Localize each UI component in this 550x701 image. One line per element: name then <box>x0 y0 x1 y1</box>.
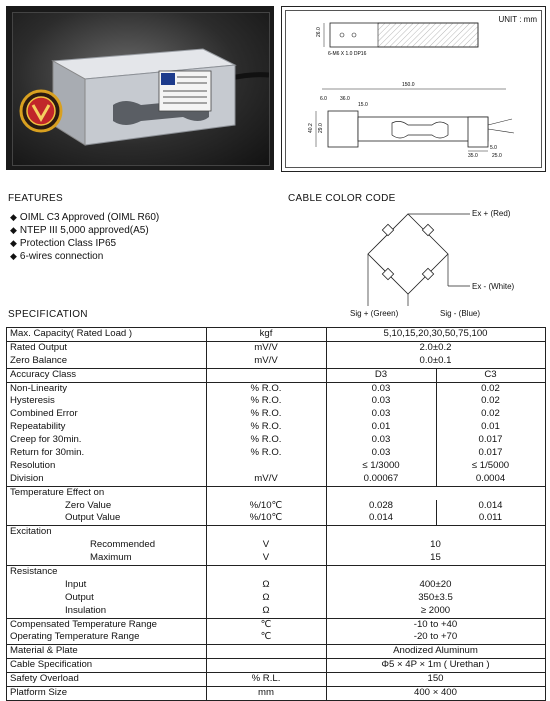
spec-value-c3: 0.017 <box>478 447 503 459</box>
table-row <box>7 328 545 341</box>
spec-value-c3: ≤ 1/5000 <box>471 459 510 471</box>
spec-label: Return for 30min. <box>10 447 85 459</box>
cable-ex-minus-label: Ex - (White) <box>472 282 515 291</box>
spec-label: Resolution <box>10 459 56 471</box>
spec-unit: % R.O. <box>250 421 282 433</box>
spec-unit: % R.O. <box>250 434 282 446</box>
table-row <box>7 552 545 565</box>
dim-text: 36.0 <box>340 96 350 102</box>
table-row <box>7 631 545 644</box>
table-row <box>7 421 545 434</box>
spec-unit: Ω <box>262 591 270 603</box>
spec-unit: mV/V <box>254 472 278 484</box>
spec-label: Input <box>65 578 87 590</box>
spec-value: 400±20 <box>419 578 452 590</box>
table-row <box>7 605 545 618</box>
spec-unit: V <box>262 539 270 551</box>
spec-label: Resistance <box>10 566 58 578</box>
spec-value-d3: 0.01 <box>371 421 391 433</box>
spec-label: Output <box>65 591 94 603</box>
dim-text: 5.0 <box>490 145 497 151</box>
spec-value-d3: 0.03 <box>371 447 391 459</box>
spec-label: Output Value <box>65 512 121 524</box>
dim-text: 15.0 <box>358 102 368 108</box>
table-row <box>7 382 545 396</box>
spec-value-d3: 0.00067 <box>363 472 399 484</box>
table-row <box>7 592 545 605</box>
diamond-bullet-icon: ◆ <box>10 212 17 222</box>
spec-value-d3: 0.03 <box>371 434 391 446</box>
spec-label: Cable Specification <box>10 659 93 671</box>
feature-item: ◆ NTEP III 5,000 approved(A5) <box>10 225 149 236</box>
spec-value-d3: ≤ 1/3000 <box>362 459 400 471</box>
table-row <box>7 525 545 539</box>
load-cell-illustration <box>13 13 269 165</box>
table-row <box>7 618 545 632</box>
spec-value: 10 <box>430 539 441 551</box>
spec-value: 150 <box>427 673 444 685</box>
spec-value: 2.0±0.2 <box>419 341 452 353</box>
spec-unit: mV/V <box>254 354 278 366</box>
spec-value-d3: D3 <box>374 368 388 380</box>
dim-text: 150.0 <box>402 82 415 88</box>
diamond-bullet-icon: ◆ <box>10 225 17 235</box>
spec-unit: Ω <box>262 578 270 590</box>
feature-item: ◆ Protection Class IP65 <box>10 238 117 249</box>
table-row <box>7 686 545 700</box>
cable-sig-minus-label: Sig - (Blue) <box>440 309 481 318</box>
dim-text: 29.0 <box>318 123 324 133</box>
table-row <box>7 565 545 579</box>
product-photo-panel <box>6 6 274 170</box>
features-list <box>10 211 159 263</box>
dimension-drawing <box>282 7 545 171</box>
diamond-bullet-icon: ◆ <box>10 251 17 261</box>
spec-unit: %/10℃ <box>249 499 283 511</box>
cable-sig-plus-label: Sig + (Green) <box>350 309 399 318</box>
spec-label: Hysteresis <box>10 395 55 407</box>
spec-label: Recommended <box>90 539 156 551</box>
spec-value: Φ5 × 4P × 1m ( Urethan ) <box>381 659 490 671</box>
spec-label: Material & Plate <box>10 645 78 657</box>
spec-unit: mV/V <box>254 341 278 353</box>
spec-value: ≥ 2000 <box>420 604 451 616</box>
spec-value-c3: 0.02 <box>481 395 500 407</box>
spec-value-c3: 0.02 <box>481 382 500 394</box>
unit-label: UNIT : mm <box>498 15 537 24</box>
table-row <box>7 408 545 421</box>
features-title: FEATURES <box>8 193 63 204</box>
specification-title: SPECIFICATION <box>8 309 88 320</box>
table-row <box>7 486 545 500</box>
spec-unit: ℃ <box>260 631 272 643</box>
spec-label: Combined Error <box>10 408 78 420</box>
spec-unit: % R.O. <box>250 447 282 459</box>
spec-label: Safety Overload <box>10 673 79 685</box>
table-row <box>7 473 545 486</box>
table-row <box>7 672 545 686</box>
spec-label: Compensated Temperature Range <box>10 618 158 630</box>
spec-value: -10 to +40 <box>413 618 458 630</box>
spec-unit: ℃ <box>260 618 272 630</box>
spec-label: Repeatability <box>10 421 66 433</box>
feature-item: ◆ OIML C3 Approved (OIML R60) <box>10 212 160 223</box>
table-row <box>7 395 545 408</box>
spec-unit: Ω <box>262 604 270 616</box>
spec-label: Rated Output <box>10 341 68 353</box>
spec-label: Creep for 30min. <box>10 434 82 446</box>
spec-value-d3: 0.03 <box>371 395 391 407</box>
table-row <box>7 368 545 382</box>
table-row <box>7 434 545 447</box>
table-row <box>7 460 545 473</box>
table-row <box>7 644 545 658</box>
spec-label: Platform Size <box>10 687 68 699</box>
spec-unit: % R.O. <box>250 382 282 394</box>
specification-rows <box>7 328 545 700</box>
dim-text: 25.0 <box>492 153 502 159</box>
spec-value-d3: 0.014 <box>368 512 393 524</box>
spec-value-d3: 0.03 <box>371 408 391 420</box>
table-row <box>7 341 545 355</box>
spec-value-d3: 0.03 <box>371 382 391 394</box>
spec-value: 350±3.5 <box>418 591 453 603</box>
dim-text: 35.0 <box>468 153 478 159</box>
spec-unit: mm <box>258 687 274 699</box>
cable-color-code-title: CABLE COLOR CODE <box>288 193 396 204</box>
technical-drawing-panel <box>281 6 546 172</box>
spec-value-d3: 0.028 <box>368 499 393 511</box>
spec-label: Zero Balance <box>10 354 68 366</box>
spec-label: Non-Linearity <box>10 382 68 394</box>
table-row <box>7 579 545 592</box>
spec-value-c3: 0.02 <box>481 408 500 420</box>
dim-text: 26.0 <box>316 27 322 37</box>
spec-value: -20 to +70 <box>413 631 458 643</box>
spec-label: Excitation <box>10 526 52 538</box>
spec-value: 400 × 400 <box>414 687 457 699</box>
table-row <box>7 658 545 672</box>
diamond-bullet-icon: ◆ <box>10 238 17 248</box>
feature-item: ◆ 6-wires connection <box>10 251 104 262</box>
spec-label: Maximum <box>90 552 132 564</box>
spec-label: Insulation <box>65 604 107 616</box>
spec-value: 5,10,15,20,30,50,75,100 <box>383 328 488 339</box>
spec-value-c3: C3 <box>484 368 497 380</box>
spec-value: Anodized Aluminum <box>393 645 478 657</box>
spec-label: Operating Temperature Range <box>10 631 140 643</box>
table-row <box>7 512 545 525</box>
spec-unit: V <box>262 552 270 564</box>
spec-unit: % R.O. <box>250 395 282 407</box>
spec-unit: kgf <box>259 328 273 339</box>
wheatstone-bridge-diagram <box>360 204 480 312</box>
dim-text: 6.0 <box>320 96 327 102</box>
spec-label: Division <box>10 472 44 484</box>
spec-label: Zero Value <box>65 499 112 511</box>
table-row <box>7 500 545 513</box>
dim-text: 6-M6 X 1.0 DP16 <box>328 51 367 57</box>
cable-ex-plus-label: Ex + (Red) <box>472 209 511 218</box>
spec-value-c3: 0.0004 <box>475 472 506 484</box>
table-row <box>7 355 545 368</box>
spec-unit: % R.O. <box>250 408 282 420</box>
product-photo <box>12 12 270 166</box>
spec-value-c3: 0.014 <box>478 499 503 511</box>
spec-value: 15 <box>430 552 441 564</box>
spec-value-c3: 0.01 <box>481 421 500 433</box>
spec-unit: %/10℃ <box>249 512 283 524</box>
spec-unit: % R.L. <box>251 673 281 685</box>
spec-label: Max. Capacity( Rated Load ) <box>10 328 133 339</box>
spec-value: 0.0±0.1 <box>419 354 452 366</box>
spec-value-c3: 0.011 <box>478 512 503 524</box>
spec-value-c3: 0.017 <box>478 434 503 446</box>
table-row <box>7 539 545 552</box>
table-row <box>7 447 545 460</box>
specification-table <box>6 327 546 701</box>
spec-label: Temperature Effect on <box>10 486 105 498</box>
dim-text: 40.2 <box>308 123 314 133</box>
spec-label: Accuracy Class <box>10 368 77 380</box>
